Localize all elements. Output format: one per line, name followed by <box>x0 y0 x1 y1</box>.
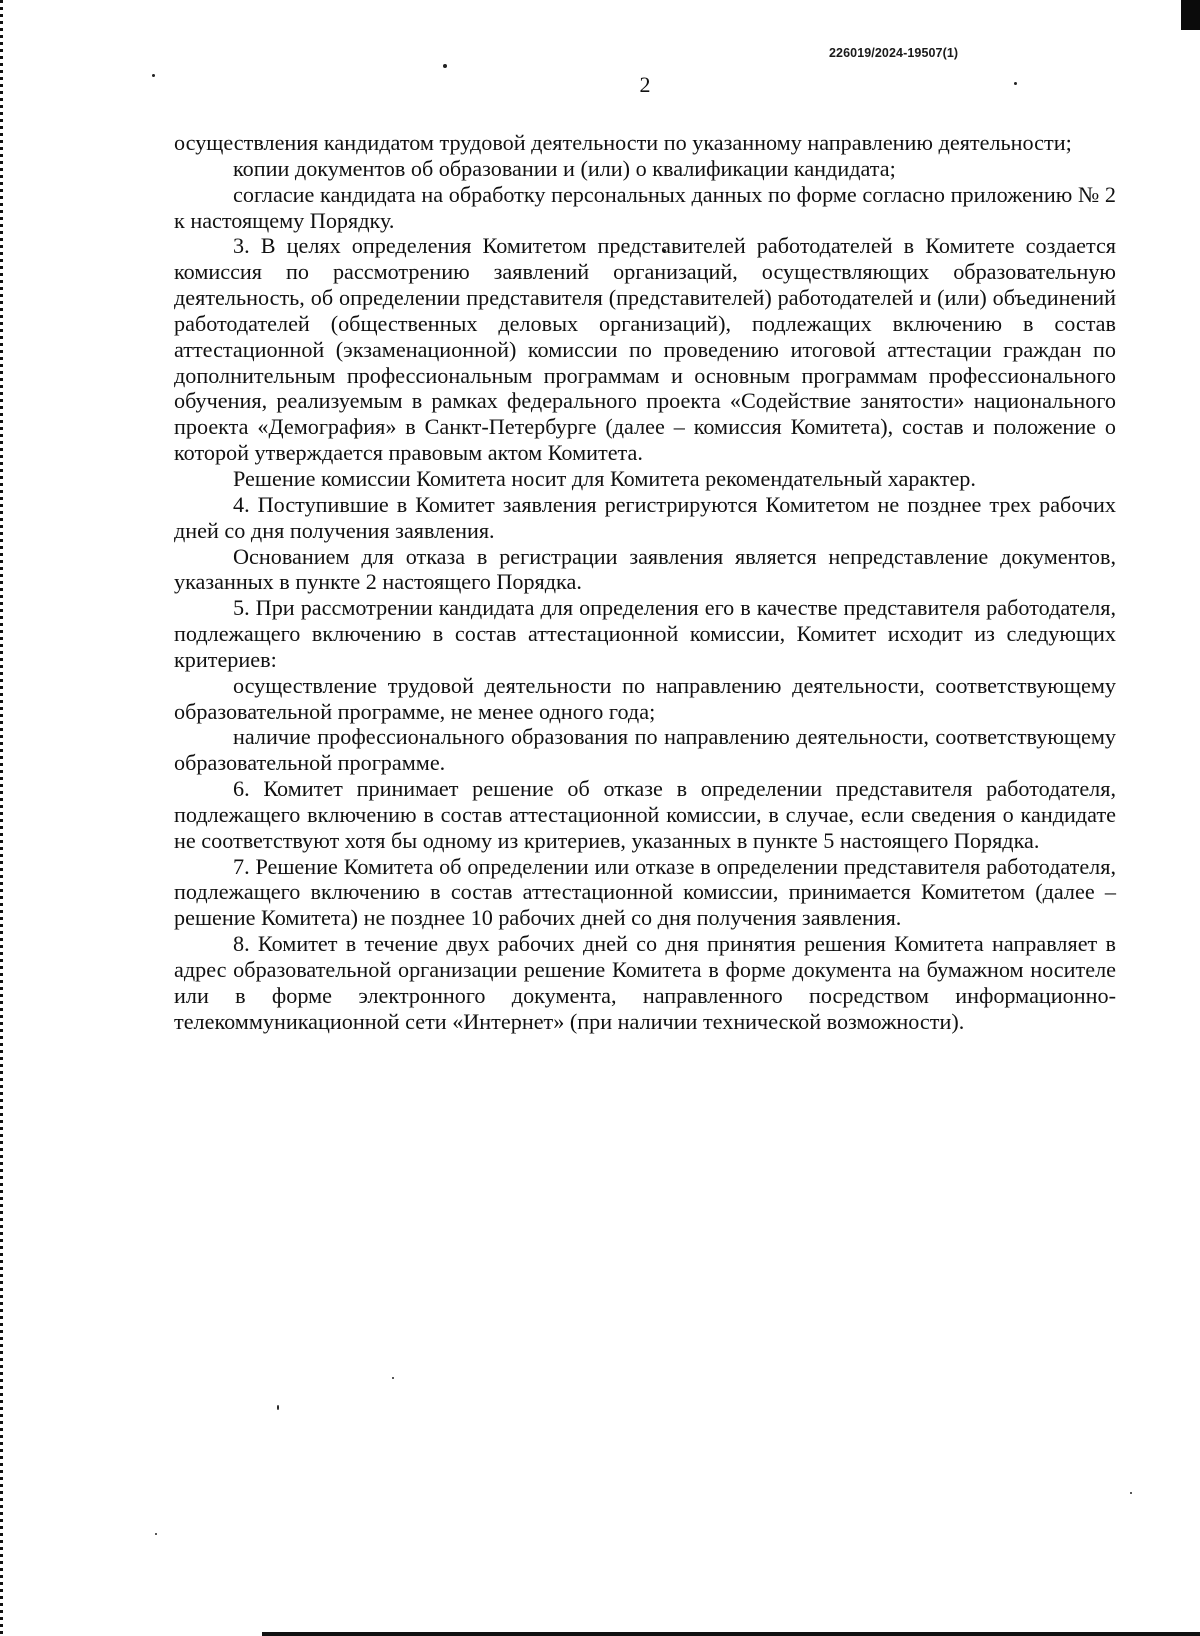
document-body <box>174 130 1116 1035</box>
paragraph: наличие профессионального образования по направлению деятельности, соответствующему образовательной программе. <box>174 724 1116 776</box>
paragraph: Решение комиссии Комитета носит для Комитета рекомендательный характер. <box>233 465 976 491</box>
scan-left-edge <box>0 0 3 1636</box>
paragraph-item-8: 8. Комитет в течение двух рабочих дней со дня принятия решения Комитета направляет в адрес образовательной организации решение Комитета в форме документа на бумажном носителе или в форме электронного документа, направленного посредством информационно-телекоммуникационной сети «Интернет» (при наличии технической возможности). <box>174 931 1116 1034</box>
scan-speck <box>277 1405 279 1410</box>
scan-speck <box>155 1533 157 1535</box>
paragraph-item-7: 7. Решение Комитета об определении или отказе в определении представителя работодателя, подлежащего включению в состав аттестационной комиссии, принимается Комитетом (далее – решение Комитета) не позднее 10 рабочих дней со дня получения заявления. <box>174 853 1116 931</box>
scan-speck <box>392 1377 394 1379</box>
scan-bottom-edge <box>262 1632 1200 1636</box>
paragraph: осуществления кандидатом трудовой деятельности по указанному направлению деятельности; <box>174 130 1072 155</box>
scan-speck <box>443 64 447 68</box>
paragraph-item-3: 3. В целях определения Комитетом представителей работодателей в Комитете создается комиссия по рассмотрению заявлений организаций, осуществляющих образовательную деятельность, об определении представителя (представителей) работодателей и (или) объединений работодателей (общественных деловых организаций), подлежащих включению в состав аттестационной (экзаменационной) комиссии по проведению итоговой аттестации граждан по дополнительным профессиональным программам и основным программам профессионального обучения, реализуемым в рамках федерального проекта «Содействие занятости» национального проекта «Демография» в Санкт-Петербурге (далее – комиссия Комитета), состав и положение о которой утверждается правовым актом Комитета. <box>174 233 1116 466</box>
paragraph-item-4: 4. Поступившие в Комитет заявления регистрируются Комитетом не позднее трех рабочих дней со дня получения заявления. <box>174 491 1116 543</box>
paragraph-item-5: 5. При рассмотрении кандидата для определения его в качестве представителя работодателя, подлежащего включению в состав аттестационной комиссии, Комитет исходит из следующих критериев: <box>174 595 1116 672</box>
paragraph: осуществление трудовой деятельности по направлению деятельности, соответствующему образовательной программе, не менее одного года; <box>174 672 1116 724</box>
paragraph-item-6: 6. Комитет принимает решение об отказе в определении представителя работодателя, подлежащего включению в состав аттестационной комиссии, в случае, если сведения о кандидате не соответствуют хотя бы одному из критериев, указанных в пункте 5 настоящего Порядка. <box>174 776 1116 853</box>
scan-corner-mark <box>1181 0 1200 30</box>
document-registration-number: 226019/2024-19507(1) <box>829 46 959 60</box>
paragraph: согласие кандидата на обработку персональных данных по форме согласно приложению № 2 к настоящему Порядку. <box>174 181 1116 233</box>
paragraph: Основанием для отказа в регистрации заявления является непредставление документов, указанных в пункте 2 настоящего Порядка. <box>174 543 1116 595</box>
paragraph: копии документов об образовании и (или) о квалификации кандидата; <box>233 155 896 181</box>
scan-speck <box>1130 1492 1132 1494</box>
page-number: 2 <box>639 72 651 97</box>
